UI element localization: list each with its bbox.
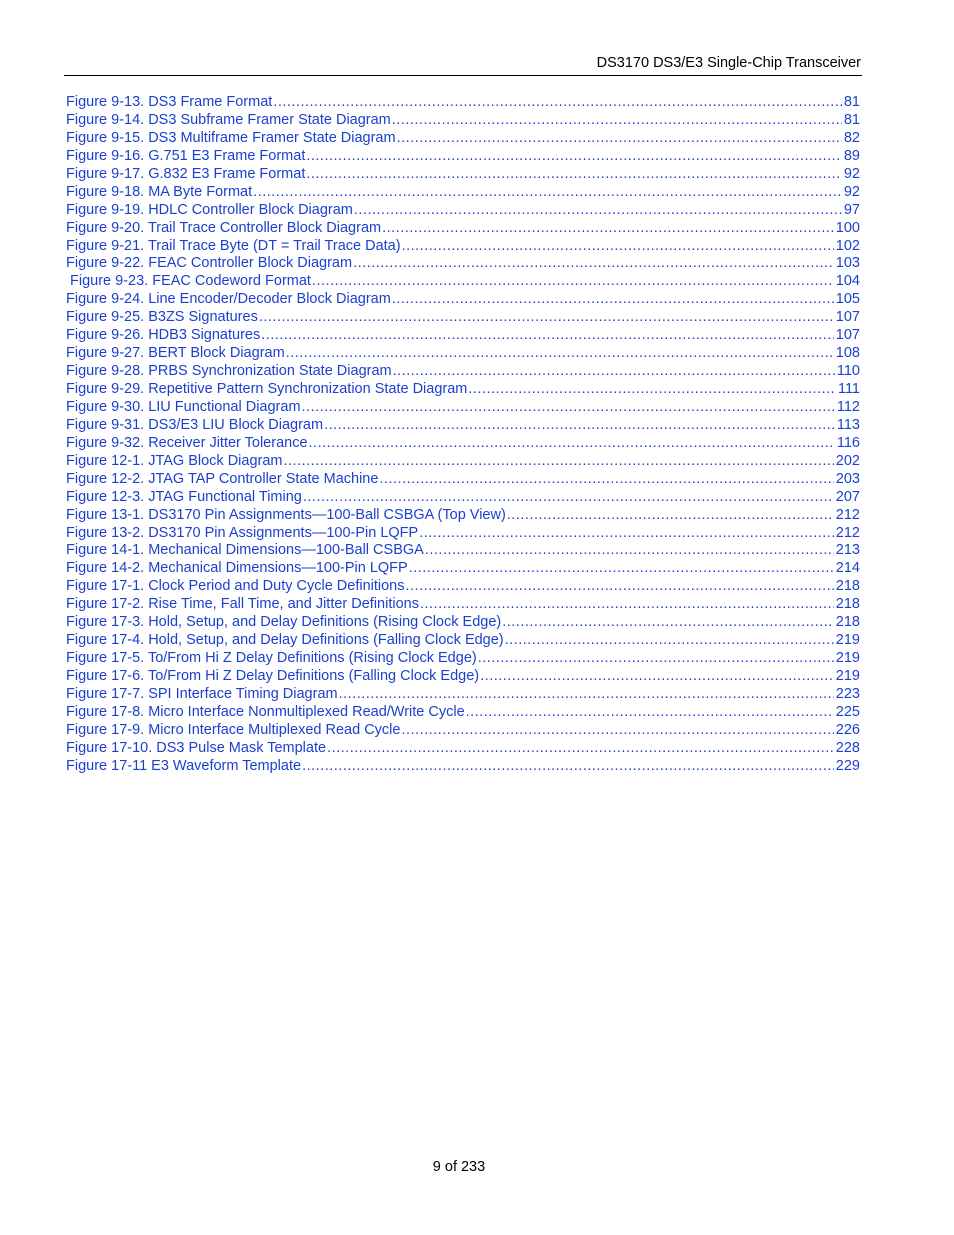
toc-entry[interactable]	[66, 435, 860, 453]
toc-entry[interactable]	[66, 740, 860, 758]
toc-entry-page: 107	[835, 327, 860, 344]
toc-entry[interactable]	[66, 686, 860, 704]
toc-entry-page: 100	[835, 219, 860, 236]
toc-entry-page: 92	[843, 165, 860, 182]
toc-entry-page: 113	[836, 416, 860, 433]
toc-entry-page: 202	[835, 452, 860, 469]
list-of-figures	[66, 94, 860, 776]
toc-entry-page: 223	[835, 685, 860, 702]
toc-entry[interactable]	[66, 166, 860, 184]
toc-entry-page: 81	[843, 111, 860, 128]
toc-entry-label: Figure 17-10. DS3 Pulse Mask Template	[66, 739, 327, 756]
toc-entry-page: 97	[843, 201, 860, 218]
toc-entry-page: 219	[835, 632, 860, 649]
dot-leader	[324, 417, 835, 435]
toc-entry-page: 81	[843, 94, 860, 110]
page-header-title: DS3170 DS3/E3 Single-Chip Transceiver	[596, 55, 861, 71]
toc-entry-label: Figure 17-9. Micro Interface Multiplexed Read Cycle	[66, 721, 401, 738]
toc-entry-label: Figure 9-23. FEAC Codeword Format	[70, 273, 311, 290]
toc-entry-label: Figure 13-1. DS3170 Pin Assignments—100-Ball CSBGA (Top View)	[66, 506, 506, 523]
dot-leader	[401, 722, 833, 740]
header-divider	[64, 75, 862, 76]
toc-entry[interactable]	[66, 758, 860, 776]
toc-entry-page: 116	[836, 434, 860, 451]
dot-leader	[420, 596, 834, 614]
toc-entry[interactable]	[66, 327, 860, 345]
dot-leader	[312, 273, 834, 291]
dot-leader	[480, 668, 834, 686]
toc-entry[interactable]	[66, 668, 860, 686]
toc-entry-label: Figure 9-16. G.751 E3 Frame Format	[66, 147, 306, 164]
dot-leader	[425, 542, 834, 560]
toc-entry-page: 212	[835, 524, 860, 541]
dot-leader	[468, 381, 836, 399]
toc-entry-label: Figure 9-30. LIU Functional Diagram	[66, 398, 301, 415]
toc-entry[interactable]	[66, 345, 860, 363]
toc-entry-label: Figure 17-8. Micro Interface Nonmultiplexed Read/Write Cycle	[66, 703, 465, 720]
dot-leader	[402, 238, 834, 256]
toc-entry-label: Figure 9-22. FEAC Controller Block Diagram	[66, 255, 353, 272]
toc-entry-page: 103	[835, 255, 860, 272]
toc-entry-label: Figure 9-24. Line Encoder/Decoder Block Diagram	[66, 291, 391, 308]
toc-entry-page: 112	[836, 398, 860, 415]
dot-leader	[306, 166, 842, 184]
toc-entry-label: Figure 9-29. Repetitive Pattern Synchronization State Diagram	[66, 381, 468, 397]
toc-entry-page: 212	[835, 506, 860, 523]
toc-entry-page: 92	[843, 183, 860, 200]
dot-leader	[502, 614, 834, 632]
toc-entry-page: 89	[843, 147, 860, 164]
toc-entry[interactable]	[66, 399, 860, 417]
toc-entry[interactable]	[66, 381, 860, 399]
dot-leader	[302, 399, 835, 417]
toc-entry-page: 108	[835, 345, 860, 362]
dot-leader	[379, 471, 833, 489]
toc-entry[interactable]	[66, 596, 860, 614]
toc-entry[interactable]	[66, 291, 860, 309]
dot-leader	[419, 525, 834, 543]
toc-entry[interactable]	[66, 148, 860, 166]
dot-leader	[392, 291, 834, 309]
dot-leader	[253, 184, 842, 202]
toc-entry-page: 213	[835, 542, 860, 559]
toc-entry[interactable]	[66, 578, 860, 596]
dot-leader	[466, 704, 834, 722]
toc-entry-label: Figure 9-18. MA Byte Format	[66, 183, 253, 200]
dot-leader	[284, 453, 834, 471]
dot-leader	[259, 309, 834, 327]
dot-leader	[392, 112, 842, 130]
toc-entry-page: 219	[835, 668, 860, 684]
toc-entry[interactable]	[66, 471, 860, 489]
toc-entry-page: 110	[836, 363, 860, 380]
toc-entry-label: Figure 9-26. HDB3 Signatures	[66, 327, 261, 344]
toc-entry-label: Figure 9-15. DS3 Multiframe Framer State Diagram	[66, 129, 396, 146]
toc-entry-page: 226	[835, 721, 860, 738]
toc-entry-label: Figure 9-19. HDLC Controller Block Diagram	[66, 201, 353, 218]
dot-leader	[405, 578, 833, 596]
toc-entry[interactable]	[66, 273, 860, 291]
toc-entry-label: Figure 9-31. DS3/E3 LIU Block Diagram	[66, 416, 324, 433]
toc-entry[interactable]	[66, 489, 860, 507]
toc-entry-label: Figure 12-3. JTAG Functional Timing	[66, 488, 302, 505]
toc-entry[interactable]	[66, 417, 860, 435]
toc-entry-label: Figure 14-1. Mechanical Dimensions—100-Ball CSBGA	[66, 542, 424, 559]
toc-entry-label: Figure 9-13. DS3 Frame Format	[66, 94, 273, 110]
toc-entry-page: 218	[835, 596, 860, 613]
dot-leader	[409, 560, 834, 578]
toc-entry-label: Figure 17-11 E3 Waveform Template	[66, 757, 302, 774]
toc-entry[interactable]	[66, 632, 860, 650]
page-number: 9 of 233	[432, 1159, 486, 1175]
toc-entry-label: Figure 9-20. Trail Trace Controller Block Diagram	[66, 219, 382, 236]
toc-entry-page: 105	[835, 291, 860, 308]
dot-leader	[309, 435, 835, 453]
toc-entry[interactable]	[66, 525, 860, 543]
toc-entry-page: 82	[843, 129, 860, 146]
toc-entry-label: Figure 12-2. JTAG TAP Controller State Machine	[66, 470, 379, 487]
toc-entry[interactable]	[66, 255, 860, 273]
toc-entry-label: Figure 17-2. Rise Time, Fall Time, and Jitter Definitions	[66, 596, 419, 613]
toc-entry-label: Figure 9-21. Trail Trace Byte (DT = Trail Trace Data)	[66, 237, 401, 254]
toc-entry-page: 228	[835, 739, 860, 756]
toc-entry-label: Figure 9-27. BERT Block Diagram	[66, 345, 285, 362]
toc-entry-page: 111	[837, 381, 860, 397]
dot-leader	[273, 94, 842, 112]
toc-entry[interactable]	[66, 202, 860, 220]
dot-leader	[393, 363, 835, 381]
toc-entry-label: Figure 12-1. JTAG Block Diagram	[66, 452, 283, 469]
dot-leader	[302, 758, 834, 776]
toc-entry[interactable]	[66, 614, 860, 632]
toc-entry[interactable]	[66, 704, 860, 722]
toc-entry-page: 218	[835, 578, 860, 595]
toc-entry-label: Figure 17-3. Hold, Setup, and Delay Definitions (Rising Clock Edge)	[66, 614, 502, 631]
toc-entry-page: 219	[835, 650, 860, 667]
toc-entry-label: Figure 14-2. Mechanical Dimensions—100-Pin LQFP	[66, 560, 408, 577]
toc-entry[interactable]	[66, 112, 860, 130]
toc-entry-label: Figure 9-17. G.832 E3 Frame Format	[66, 165, 306, 182]
toc-entry[interactable]	[66, 722, 860, 740]
toc-entry-page: 203	[835, 470, 860, 487]
toc-entry[interactable]	[66, 542, 860, 560]
toc-entry-label: Figure 17-4. Hold, Setup, and Delay Definitions (Falling Clock Edge)	[66, 632, 504, 649]
dot-leader	[397, 130, 842, 148]
toc-entry-page: 107	[835, 309, 860, 326]
dot-leader	[505, 632, 834, 650]
toc-entry-page: 207	[835, 488, 860, 505]
toc-entry[interactable]	[66, 130, 860, 148]
toc-entry-page: 214	[835, 560, 860, 577]
toc-entry-label: Figure 9-14. DS3 Subframe Framer State Diagram	[66, 111, 391, 128]
dot-leader	[303, 489, 834, 507]
toc-entry-page: 229	[835, 757, 860, 774]
toc-entry-label: Figure 9-28. PRBS Synchronization State Diagram	[66, 363, 392, 380]
dot-leader	[327, 740, 834, 758]
toc-entry[interactable]	[66, 184, 860, 202]
dot-leader	[286, 345, 834, 363]
toc-entry[interactable]	[66, 220, 860, 238]
toc-entry-label: Figure 17-6. To/From Hi Z Delay Definitions (Falling Clock Edge)	[66, 668, 480, 684]
toc-entry-label: Figure 17-7. SPI Interface Timing Diagram	[66, 685, 338, 702]
toc-entry[interactable]	[66, 650, 860, 668]
dot-leader	[507, 507, 834, 525]
toc-entry[interactable]	[66, 309, 860, 327]
toc-entry-page: 225	[835, 703, 860, 720]
dot-leader	[306, 148, 842, 166]
toc-entry-page: 218	[835, 614, 860, 631]
dot-leader	[353, 255, 834, 273]
dot-leader	[382, 220, 834, 238]
dot-leader	[478, 650, 834, 668]
toc-entry-label: Figure 9-32. Receiver Jitter Tolerance	[66, 434, 308, 451]
dot-leader	[354, 202, 842, 220]
toc-entry[interactable]	[66, 94, 860, 112]
toc-entry-label: Figure 13-2. DS3170 Pin Assignments—100-Pin LQFP	[66, 524, 419, 541]
toc-entry-page: 102	[835, 237, 860, 254]
toc-entry[interactable]	[66, 238, 860, 256]
toc-entry-label: Figure 17-5. To/From Hi Z Delay Definitions (Rising Clock Edge)	[66, 650, 477, 667]
toc-entry[interactable]	[66, 453, 860, 471]
dot-leader	[261, 327, 834, 345]
dot-leader	[339, 686, 834, 704]
toc-entry-page: 104	[835, 273, 860, 290]
toc-entry[interactable]	[66, 560, 860, 578]
toc-entry[interactable]	[66, 507, 860, 525]
toc-entry-label: Figure 17-1. Clock Period and Duty Cycle Definitions	[66, 578, 405, 595]
toc-entry-label: Figure 9-25. B3ZS Signatures	[66, 309, 258, 326]
toc-entry[interactable]	[66, 363, 860, 381]
